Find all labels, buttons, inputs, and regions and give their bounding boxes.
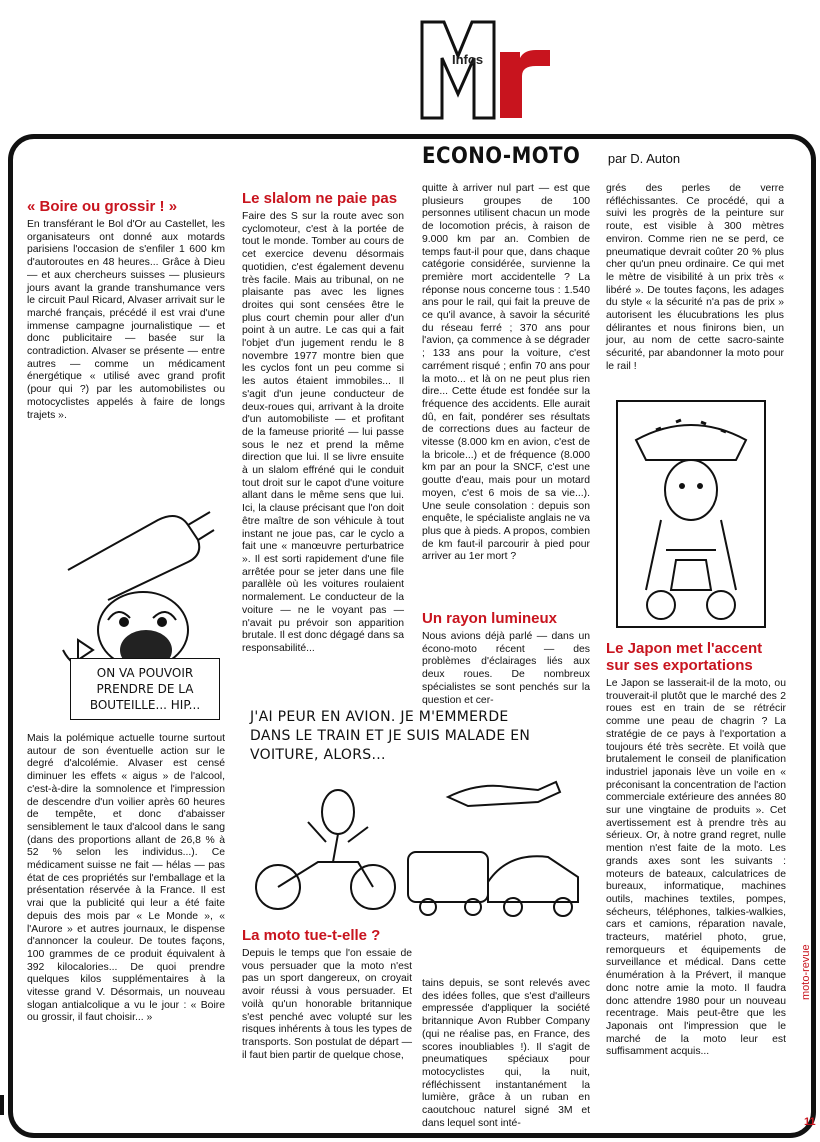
section-heading: « Boire ou grossir ! » (27, 198, 178, 215)
section-heading: Le Japon met l'accent sur ses exportations (606, 640, 763, 674)
section-text: Nous avions déjà parlé — dans un écono-moto récent — des problèmes d'éclairages liés aux deux roues. De nombreux spécialistes se sont penchés sur la question et cer- (422, 631, 590, 706)
section-text: Faire des S sur la route avec son cyclomoteur, c'est à la portée de tout le monde. Tomber au cours de cet exercice devenu désormais quotidien, c'est également devenu très facile. Mais au tribunal, on ne plaisante pas avec les lignes droites qui sont censées être le plus court chemin pour aller d'un point à un autre. Le cas qui a fait l'objet d'un jugement rendu le 8 novembre 1977 montre bien que les cyclos font un peu comme si les autos étaient immobiles... Il s'agit d'un jeune conducteur de deux-roues qui, arrivant à la droite d'un automobiliste — et profitant de la fameuse priorité — lui passe sous le nez et prend la même direction que lui. Il se livre ensuite à un slalom effréné qui le conduit tout droit sur le capot d'une voiture allant dans le même sens que lui. Ici, la clause précisant que l'on doit être maître de son véhicule à tout instant ne joue pas, car le cyclo a fait une « manœuvre perturbatrice ». Il est sorti rapidement d'une file arrêtée pour se jeter dans une file parallèle où les voitures roulaient normalement. Le conducteur de la voiture — ne le voyant pas — n'avait pu prévoir son apparition brutale. Il est donc dégagé dans sa responsabilité... (242, 211, 404, 654)
section-statistiques (422, 183, 590, 566)
page-number: 11 (804, 1116, 816, 1128)
section-text: quitte à arriver nul part — est que plusieurs groupes de 100 personnes utilisent chacun un mode de locomotion précis, à raison de 9.000 km par an. Combien de temps faut-il pour que, dans chaque catégorie considérée, survienne la première mort accidentelle ? La réponse nous concerne tous : 1.540 ans pour le rail, qui fait la preuve de ce qu'il avance, à savoir la sécurité du réseau ferré ; 370 ans pour l'avion, ça commence à se dégrader ; 133 ans pour la voiture, c'est carrément risqué ; enfin 70 ans pour la moto... et là on ne peut plus rien dire... Cette étude est fondée sur la fréquence des accidents. Elle aurait dû, en fait, pondérer ses résultats de corrections dues au facteur de vitesse (8.000 km en avion, c'est de la bricole...) et de fréquence (8.000 km par an pour la SNCF, c'est une goutte d'eau, mais pour un motard moyen, c'est 6 mois de sa vie...). Une seule consolation : depuis son enquête, le spécialiste anglais ne va plus que à pieds. A propos, combien de km faut-il parcourir à pied pour arriver au 1er mort ? (422, 183, 590, 563)
section-heading: La moto tue-t-elle ? (242, 927, 381, 944)
section-slalom (242, 190, 404, 658)
magazine-name: moto-revue (800, 944, 812, 1000)
section-rayon-lumineux (422, 610, 590, 709)
logo-label: Infos (452, 52, 484, 67)
section-text: Mais la polémique actuelle tourne surtout autour de son éventuelle action sur le degré d'alcolémie. Alvaser est censé diminuer les effets « aigus » de l'alcool, c'est-à-dire la somnolence et l'impression de descendre d'un voilier après 60 heures de tempête, et donc d'abaisser sensiblement le taux d'alcool dans le sang (dans des proportions allant de 26,8 % à 52 % selon les individus...). Ce médicament suisse ne fait — hélas — pas état de ces propriétés sur l'emballage et la présentation réservée à la France. Il est vrai que la publicité qui leur a été faite depuis des mois par « Le Monde », « l'Aurore » et autres journaux, le dispense d'annoncer la couleur. De toutes façons, 100 grammes de ce produit équivalent à 392 kilocalories... De quoi prendre quelques kilos supplémentaires à la vitesse grand V. Désormais, un nouveau slogan antialcolique a vu le jour : « Boire ou grossir, il faut choisir... » (27, 733, 225, 1024)
section-boire-ou-grossir (27, 198, 225, 424)
mr-logo (418, 14, 554, 126)
section-text: En transférant le Bol d'Or au Castellet, les organisateurs ont donné aux motards parisiens l'occasion de s'enfiler 1 600 km d'autoroutes en 48 heures... Grâce à Dieu — et aux chercheurs suisses — plusieurs jours avant la grande transhumance vers le circuit Paul Ricard, Alvaser arrivait sur le marché français, précédé il est vrai d'une immense campagne journalistique — et donc publicitaire — basée sur la contradiction. Alvaser se présente — entre autres — comme un médicament énergétique « utilisé avec grand profit (pour qui ?) par les automobilistes ou motocyclistes appelés à faire de longs trajets ». (27, 219, 225, 421)
section-text: Le Japon se lasserait-il de la moto, ou trouverait-il plutôt que le marché des 2 roues est en train de se rétrécir comme une peau de chagrin ? La stratégie de ce pays à l'exportation a toujours été très secrète. Et voilà que brutalement le conseil de planification industriel japonais lève un voile en « préconisant la concentration de l'action commerciale extérieure des années 80 sur une vingtaine de produits ». Cet avertissement est à prendre très au sérieux. Or, à notre grand regret, nulle mention n'est faite de la moto. Les grands axes sont les suivants : moteurs de bateaux, calculatrices de bureaux, informatique, machines outils, machines textiles, pompes, sécheurs, téléphones, talkies-walkies, cars et camions, réparation navale, tracteurs, matériel photo, grue, remorqueurs et équipements de surveillance et médical. Dans cette énumération à la Prévert, il manque donc notre amie la moto. Il faudra donc attendre 1980 pour un nouveau recentrage. Mais peut-être que les Japonais ont l'impression que le marché de la moto leur est suffisamment acquis... (606, 678, 786, 1058)
cartoon-caption-box (70, 658, 220, 720)
section-rayon-lumineux-cont (422, 978, 590, 1132)
section-perles (606, 183, 784, 376)
edge-mark (0, 1095, 4, 1115)
cartoon-speech: J'AI PEUR EN AVION. JE M'EMMERDE DANS LE TRAIN ET JE SUIS MALADE EN VOITURE, ALORS... (250, 709, 531, 763)
article-header (422, 144, 680, 169)
section-heading: Le slalom ne paie pas (242, 190, 398, 207)
section-boire-ou-grossir-cont (27, 733, 225, 1027)
section-text: grés des perles de verre réfléchissantes. Ce procédé, qui a suivi les progrès de la peinture sur route, est visible à 300 mètres environ. Comme rien ne se perd, ce pneumatique devrait coûter 20 % plus cher qu'un pneu ordinaire. Ce qui met le mètre de visibilité à un prix très « libéré ». De toutes façons, les adages du style « la sécurité n'a pas de prix » autorisent les élucubrations les plus délirantes et nous finirons bien, un jour, au nom de cette sacro-sainte sécurité, par abandonner la moto pour le rail ! (606, 183, 784, 372)
section-heading: Un rayon lumineux (422, 610, 558, 627)
section-text: tains depuis, se sont relevés avec des idées folles, que s'est d'ailleurs empressée d'appliquer la société britannique Avon Rubber Company (qui ne réalise pas, en France, des scores inoubliables !). Il s'agit de pneumatiques spéciaux pour motocyclistes qui, la nuit, réfléchissent instantanément la lumière, grâce à un ruban en caoutchouc naturel signé 3M et dans lequel sont inté- (422, 978, 590, 1129)
section-moto-tue (242, 927, 412, 1064)
section-japon (606, 640, 786, 1061)
byline: par D. Auton (607, 151, 681, 166)
japan-cartoon (616, 400, 766, 628)
cartoon-caption: ON VA POUVOIR PRENDRE DE LA BOUTEILLE... HIP... (89, 666, 201, 712)
page-title: ECONO-MOTO (422, 144, 581, 169)
section-text: Depuis le temps que l'on essaie de vous persuader que la moto n'est pas un sport dangereux, on croyait avoir réussi à vous persuader. Et voilà qu'un honorable britannique s'est penché avec volupté sur les risques inhérents à tous les types de transports. Son postulat de départ — il faut bien partir de quelque chose, (242, 948, 412, 1061)
